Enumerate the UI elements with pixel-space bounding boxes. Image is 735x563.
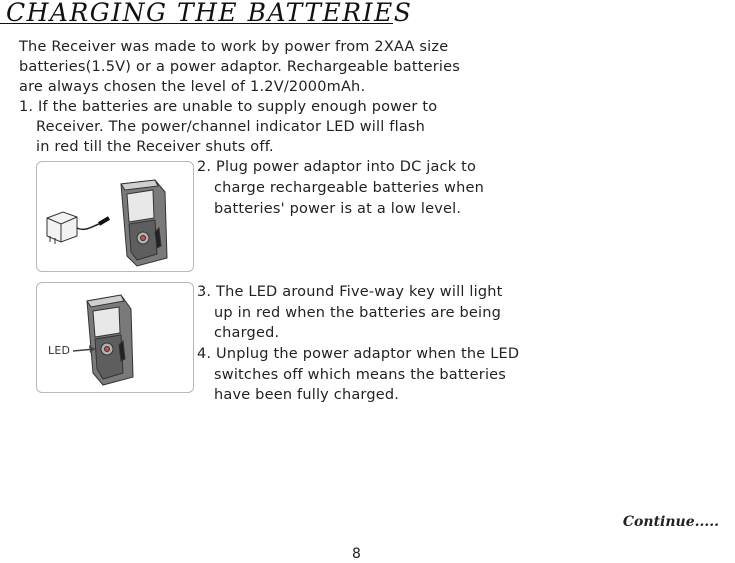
intro-line-2: batteries(1.5V) or a power adaptor. Rechargeable batteries — [19, 59, 461, 75]
figure-adaptor-frame — [36, 161, 194, 272]
page-number: 8 — [352, 546, 361, 562]
step1-line-2: Receiver. The power/channel indicator LED will flash — [36, 119, 426, 135]
step4-line-1: 4. Unplug the power adaptor when the LED — [197, 346, 520, 362]
step2-line-2: charge rechargeable batteries when — [214, 180, 484, 196]
step3-line-3: charged. — [214, 325, 280, 341]
page-title: CHARGING THE BATTERIES — [6, 0, 413, 27]
step3-line-2: up in red when the batteries are being — [214, 305, 502, 321]
intro-line-3: are always chosen the level of 1.2V/2000mAh. — [19, 79, 366, 95]
step1-line-3: in red till the Receiver shuts off. — [36, 139, 274, 155]
step2-line-1: 2. Plug power adaptor into DC jack to — [197, 159, 477, 175]
step2-line-3: batteries' power is at a low level. — [214, 201, 462, 217]
title-underline — [0, 23, 393, 24]
led-label: LED — [48, 344, 71, 357]
step1-line-1: 1. If the batteries are unable to supply enough power to — [19, 99, 438, 115]
step4-line-3: have been fully charged. — [214, 387, 400, 403]
receiver-led-illustration — [37, 283, 193, 392]
figure-led-frame — [36, 282, 194, 393]
step4-line-2: switches off which means the batteries — [214, 367, 507, 383]
step3-line-1: 3. The LED around Five-way key will light — [197, 284, 503, 300]
receiver-with-adaptor-illustration — [37, 162, 193, 271]
continue-note: Continue..... — [622, 514, 719, 530]
intro-line-1: The Receiver was made to work by power from 2XAA size — [19, 39, 449, 55]
